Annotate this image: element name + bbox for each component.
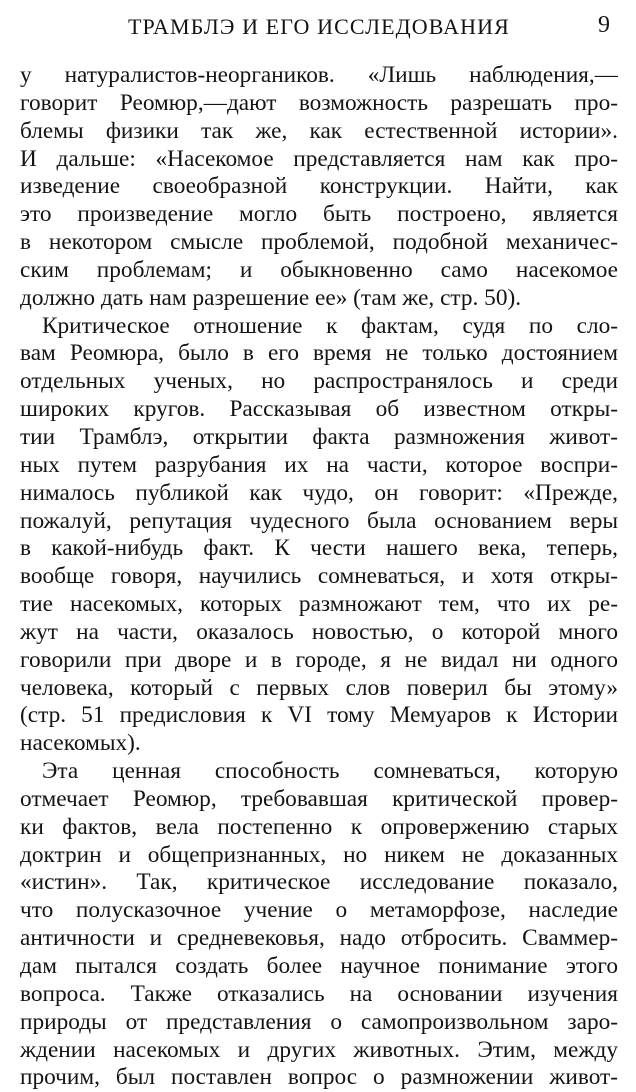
- text-line: блемы физики так же, как естественной истории».: [20, 117, 618, 144]
- text-line: вообще говоря, научились сомневаться, и хотя откры-: [20, 563, 618, 590]
- text-line: вопроса. Также отказались на основании изучения: [20, 980, 618, 1007]
- text-line: доктрин и общепризнанных, но никем не доказанных: [20, 841, 618, 868]
- text-line: вам Реомюра, было в его время не только достоянием: [20, 340, 618, 367]
- text-line: жут на части, оказалось новостью, о которой много: [20, 618, 618, 645]
- text-line: ждении насекомых и других животных. Этим, между: [20, 1036, 618, 1063]
- text-line: должно дать нам разрешение ее» (там же, стр. 50).: [20, 284, 522, 311]
- text-line: «истин». Так, критическое исследование показало,: [20, 869, 618, 896]
- text-line: природы от представления о самопроизвольном заро-: [20, 1008, 618, 1035]
- body-text: [20, 62, 618, 1092]
- text-line: тии Трамблэ, открытии факта размножения живот-: [20, 423, 618, 450]
- text-line: отдельных ученых, но распространялось и среди: [20, 368, 618, 395]
- text-line: Эта ценная способность сомневаться, которую: [42, 758, 618, 785]
- text-line: нималось публикой как чудо, он говорит: «Прежде,: [20, 479, 618, 506]
- text-line: говорили при дворе и в городе, я не видал ни одного: [20, 646, 618, 673]
- text-line: что полусказочное учение о метаморфозе, наследие: [20, 897, 618, 924]
- text-line: широких кругов. Рассказывая об известном откры-: [20, 396, 618, 423]
- page-number: 9: [598, 12, 610, 38]
- text-line: у натуралистов-неоргаников. «Лишь наблюдения,—: [20, 62, 618, 88]
- text-line: в некотором смысле проблемой, подобной механичес-: [20, 229, 618, 256]
- text-line: ки фактов, вела постепенно к опровержению старых: [20, 813, 618, 840]
- text-line: (стр. 51 предисловия к VI тому Мемуаров к Истории: [20, 702, 618, 729]
- text-line: отмечает Реомюр, требовавшая критической провер-: [20, 785, 618, 812]
- text-line: изведение своеобразной конструкции. Найти, как: [20, 173, 618, 200]
- text-line: прочим, был поставлен вопрос о размножении живот-: [20, 1064, 618, 1091]
- text-line: ским проблемам; и обыкновенно само насекомое: [20, 256, 618, 283]
- text-line: дам пытался создать более научное понимание этого: [20, 953, 618, 979]
- text-line: человека, который с первых слов поверил бы этому»: [20, 674, 618, 701]
- text-line: тие насекомых, которых размножают тем, что их ре-: [20, 591, 618, 618]
- text-line: И дальше: «Насекомое представляется нам как про-: [20, 145, 618, 172]
- text-line: античности и средневековья, надо отбросить. Сваммер-: [20, 925, 618, 952]
- text-line: в какой-нибудь факт. К чести нашего века, теперь,: [20, 535, 618, 562]
- text-line: ных путем разрубания их на части, которое воспри-: [20, 451, 618, 478]
- text-line: это произведение могло быть построено, является: [20, 201, 618, 228]
- text-line: насекомых).: [20, 730, 141, 757]
- text-line: пожалуй, репутация чудесного была основанием веры: [20, 507, 618, 534]
- text-line: Критическое отношение к фактам, судя по сло-: [42, 312, 618, 339]
- text-line: говорит Реомюр,—дают возможность разрешать про-: [20, 89, 618, 116]
- running-title: ТРАМБЛЭ И ЕГО ИССЛЕДОВАНИЯ: [128, 14, 510, 39]
- page-header: [0, 6, 636, 40]
